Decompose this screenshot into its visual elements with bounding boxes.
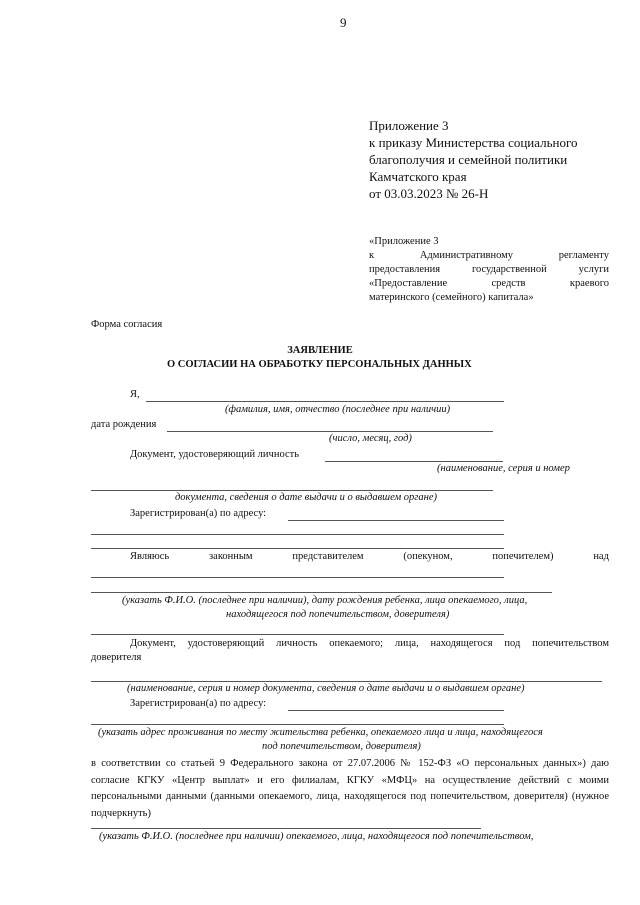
appendix-line-1: Приложение 3 — [369, 118, 449, 133]
regulation-word: краевого — [569, 278, 609, 289]
id-document-hint-1: (наименование, серия и номер — [437, 463, 570, 474]
regulation-word: к — [369, 250, 375, 261]
registered-address-2-input-line-2[interactable] — [91, 724, 504, 725]
appendix-line-3: благополучия и семейной политики — [369, 152, 568, 167]
ward-input-line[interactable] — [91, 577, 504, 578]
regulation-word: услуги — [578, 264, 609, 275]
ya-label: Я, — [130, 389, 140, 400]
id-document-input-line-2[interactable] — [91, 490, 493, 491]
regulation-line-3 — [369, 264, 609, 275]
representative-word: представителем — [292, 551, 364, 562]
ward-hint-2: находящегося под попечительством, доверителя) — [226, 609, 450, 620]
form-label: Форма согласия — [91, 319, 163, 330]
representative-word: законным — [209, 551, 253, 562]
id-document-label: Документ, удостоверяющий личность — [130, 449, 299, 460]
ward-hint-1: (указать Ф.И.О. (последнее при наличии), дату рождения ребенка, лица опекаемого, лица, — [122, 595, 528, 606]
fio-input-line[interactable] — [146, 401, 504, 402]
representative-word: над — [593, 551, 609, 562]
appendix-line-2: к приказу Министерства социального — [369, 135, 578, 150]
consent-paragraph: в соответствии со статьей 9 Федерального закона от 27.07.2006 № 152-ФЗ «О персональных данных») даю согласие КГКУ «Центр выплат» и его филиалам, КГКУ «МФЦ» на осуществление действий с моими персональными данными (данными опекаемого, лица, находящегося под попечительством, доверителя) (нужное подчеркнуть) — [91, 758, 609, 819]
page-number: 9 — [340, 15, 347, 30]
appendix-line-5: от 03.03.2023 № 26-Н — [369, 186, 489, 201]
registered-address-label: Зарегистрирован(а) по адресу: — [130, 508, 267, 519]
ward-document-hint: (наименование, серия и номер документа, сведения о дате выдачи и о выдавшем органе) — [127, 683, 525, 694]
regulation-line-2 — [369, 250, 609, 261]
representative-word: (опекуном, — [403, 551, 453, 562]
representative-word: попечителем) — [492, 551, 554, 562]
address-hint-2: под попечительством, доверителя) — [262, 741, 421, 752]
regulation-word: Административному — [419, 250, 514, 261]
title-line-2: О СОГЛАСИИ НА ОБРАБОТКУ ПЕРСОНАЛЬНЫХ ДАННЫХ — [167, 359, 472, 370]
fio-hint: (фамилия, имя, отчество (последнее при наличии) — [225, 404, 451, 415]
regulation-word: государственной — [471, 264, 547, 275]
regulation-word: предоставления — [369, 264, 441, 275]
regulation-word: средств — [491, 278, 526, 289]
ward-document-input-line[interactable] — [91, 681, 602, 682]
registered-address-input-line-2[interactable] — [91, 534, 504, 535]
final-hint: (указать Ф.И.О. (последнее при наличии) опекаемого, лица, находящегося под попечительством, — [99, 831, 534, 842]
final-input-line[interactable] — [91, 828, 481, 829]
registered-address-2-input-line[interactable] — [288, 710, 504, 711]
ward-input-line-2[interactable] — [91, 592, 552, 593]
representative-statement — [130, 551, 609, 562]
address-hint-1: (указать адрес проживания по месту жительства ребенка, опекаемого лица и лица, находящегося — [98, 727, 543, 738]
appendix-line-4: Камчатского края — [369, 169, 467, 184]
title-line-1: ЗАЯВЛЕНИЕ — [287, 345, 353, 356]
ward-document-label: Документ, удостоверяющий личность опекаемого; лица, находящегося под попечительством — [130, 638, 609, 649]
registered-address-input-line[interactable] — [288, 520, 504, 521]
id-document-hint-2: документа, сведения о дате выдачи и о выдавшем органе) — [175, 492, 438, 503]
regulation-word: регламенту — [558, 250, 609, 261]
regulation-word: «Предоставление — [369, 278, 448, 289]
id-document-input-line[interactable] — [325, 461, 503, 462]
date-hint: (число, месяц, год) — [329, 433, 412, 444]
representative-word: Являюсь — [130, 551, 170, 562]
birth-date-input-line[interactable] — [167, 431, 493, 432]
registered-address-input-line-3[interactable] — [91, 548, 504, 549]
ward-input-line-3[interactable] — [91, 634, 504, 635]
ward-document-label-2: доверителя — [91, 652, 142, 663]
regulation-line-5: материнского (семейного) капитала» — [369, 292, 534, 303]
birth-date-label: дата рождения — [91, 419, 157, 430]
regulation-line-1: «Приложение 3 — [369, 236, 439, 247]
regulation-line-4 — [369, 278, 609, 289]
registered-address-label-2: Зарегистрирован(а) по адресу: — [130, 698, 267, 709]
